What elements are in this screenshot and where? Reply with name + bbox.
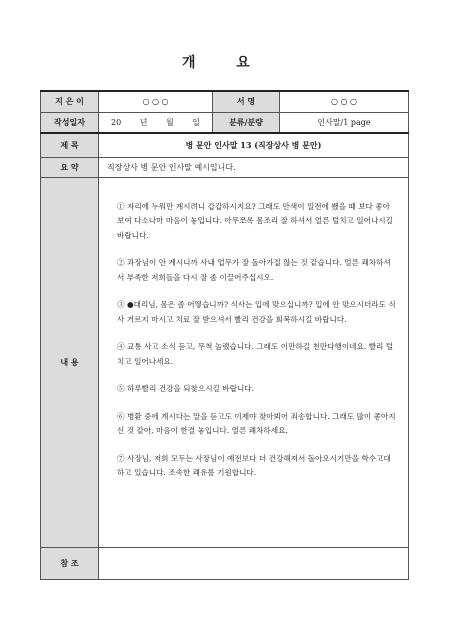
content-paragraph-4: ④ 교통 사고 소식 듣고, 무척 놀랬습니다. 그래도 이만하길 천만다행이네요. 빨리 털치고 일어나세요. <box>117 342 394 366</box>
content-paragraph-3: ③ ●대리님, 몸은 좀 어떻습니까? 식사는 입에 맞으십니까? 입에 안 맞으시더라도 식사 거르지 마시고 치료 잘 받으셔서 빨리 건강을 회복하시길 바랍니다. <box>117 300 396 324</box>
content-paragraph-1: ① 자리에 누워만 계시려니 갑갑하시지요? 그래도 안색이 일전에 뵀을 때 보다 좋아 보여 다소나마 마음이 놓입니다. 아무쪼록 몸조리 잘 하셔서 얼른 털치고 일어나시길 바랍니다. <box>117 201 393 240</box>
content-label: 내 용 <box>41 177 99 547</box>
date-value: 20 년 월 일 <box>99 112 213 133</box>
category-value: 인사말/1 page <box>280 112 409 133</box>
book-title-label: 서 명 <box>213 91 280 112</box>
category-label: 분류/분량 <box>213 112 280 133</box>
subject-value: 병 문안 인사말 13 (직장상사 병 문안) <box>99 133 409 157</box>
reference-label: 참 조 <box>41 547 99 579</box>
overview-form <box>40 90 409 580</box>
date-label: 작성일자 <box>41 112 99 133</box>
subject-label: 제 목 <box>41 133 99 157</box>
summary-label: 요 약 <box>41 157 99 177</box>
content-body <box>99 177 409 547</box>
reference-value <box>99 547 409 579</box>
summary-value: 직장상사 병 문안 인사말 예시입니다. <box>99 157 409 177</box>
page-title: 개 요 <box>182 55 268 71</box>
content-paragraph-7: ⑦ 사장님, 저희 모두는 사장님이 예전보다 더 건강해져서 돌아오시기만을 학수고대하고 있습니다. 조속한 쾌유를 기원합니다. <box>117 453 391 477</box>
content-paragraph-2: ② 과장님이 안 계시니까 사내 업무가 잘 돌아가질 않는 것 같습니다. 얼른 쾌차하셔서 부족한 저희들을 다시 잘 좀 이끌어주십시오. <box>117 258 391 282</box>
book-title-value: ○ ○ ○ <box>280 91 409 112</box>
content-paragraph-6: ⑥ 병환 중에 계시다는 말을 듣고도 이제야 찾아뵈어 죄송합니다. 그래도 많이 좋아지신 것 같아, 마음이 한결 놓입니다. 얼른 쾌차하세요. <box>117 411 396 435</box>
content-paragraph-5: ⑤ 하루빨리 건강을 되찾으시길 바랍니다. <box>117 384 255 393</box>
author-label: 지 은 이 <box>41 91 99 112</box>
author-value: ○ ○ ○ <box>99 91 213 112</box>
